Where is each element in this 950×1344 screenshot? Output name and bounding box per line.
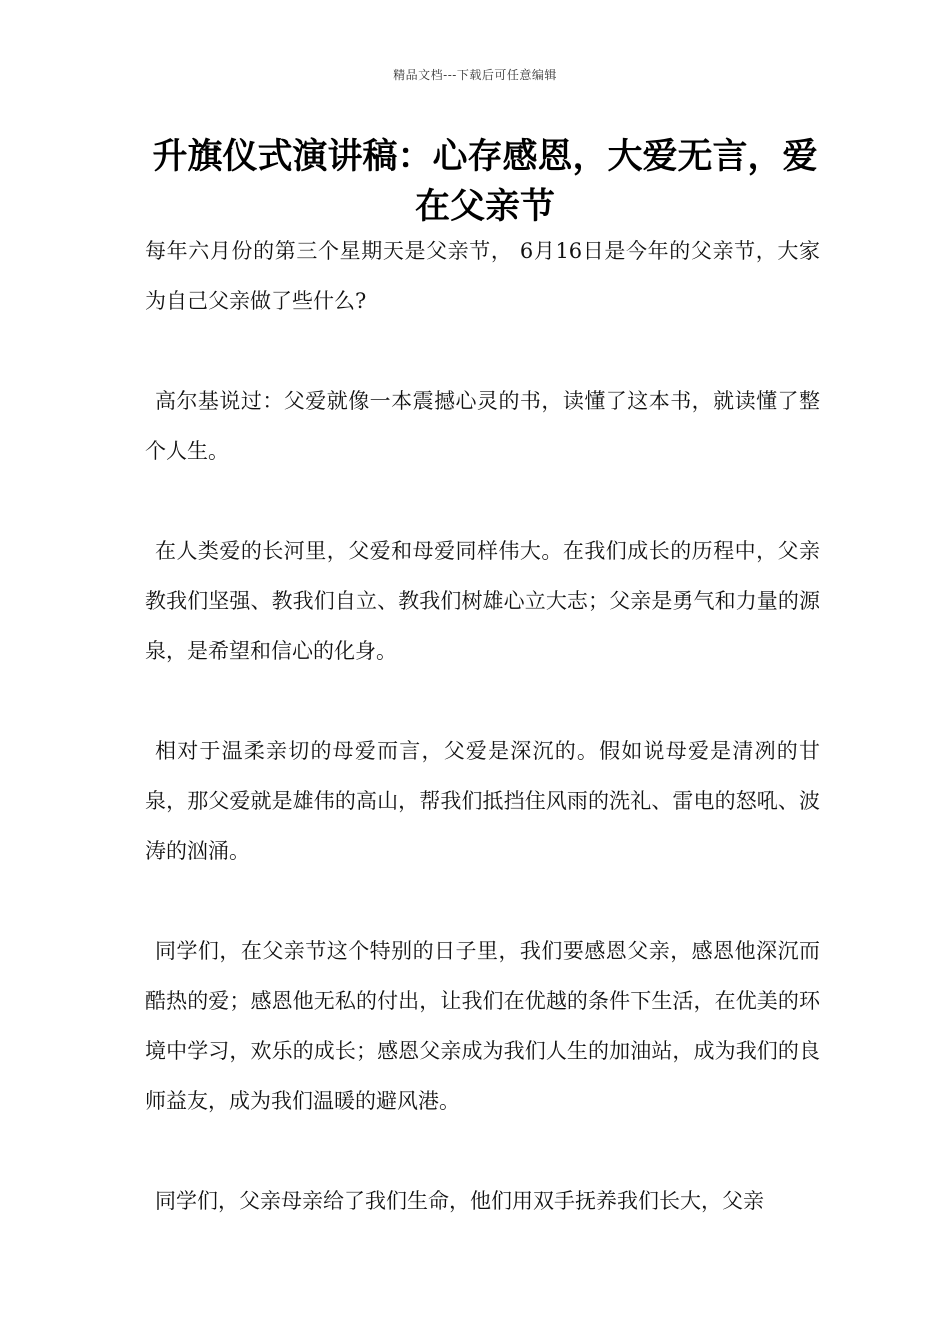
paragraph-gratitude: 同学们，在父亲节这个特别的日子里，我们要感恩父亲，感恩他深沉而酷热的爱；感恩他无私的付出，让我们在优越的条件下生活，在优美的环境中学习，欢乐的成长；感恩父亲成为我们人生的加油站，成为我们的良师益友，成为我们温暖的避风港。 [145,939,820,1113]
paragraph-intro: 每年六月份的第三个星期天是父亲节， 6月16日是今年的父亲节，大家为自己父亲做了些什么? [145,239,820,313]
document-title: 升旗仪式演讲稿：心存感恩，大爱无言，爱在父亲节 [152,137,818,227]
document-body [145,226,820,1276]
paragraph-parents: 同学们，父亲母亲给了我们生命，他们用双手抚养我们长大，父亲 [155,1189,764,1213]
paragraph-fatherly-love: 在人类爱的长河里，父爱和母爱同样伟大。在我们成长的历程中，父亲教我们坚强、教我们自立、教我们树雄心立大志；父亲是勇气和力量的源泉，是希望和信心的化身。 [145,539,820,663]
header-note: 精品文档---下载后可任意编辑 [393,68,557,82]
paragraph-gorky-quote: 高尔基说过：父爱就像一本震撼心灵的书，读懂了这本书，就读懂了整个人生。 [145,389,820,463]
paragraph-deep-love: 相对于温柔亲切的母爱而言，父爱是深沉的。假如说母爱是清冽的甘泉，那父爱就是雄伟的高山，帮我们抵挡住风雨的洗礼、雷电的怒吼、波涛的汹涌。 [145,739,820,863]
